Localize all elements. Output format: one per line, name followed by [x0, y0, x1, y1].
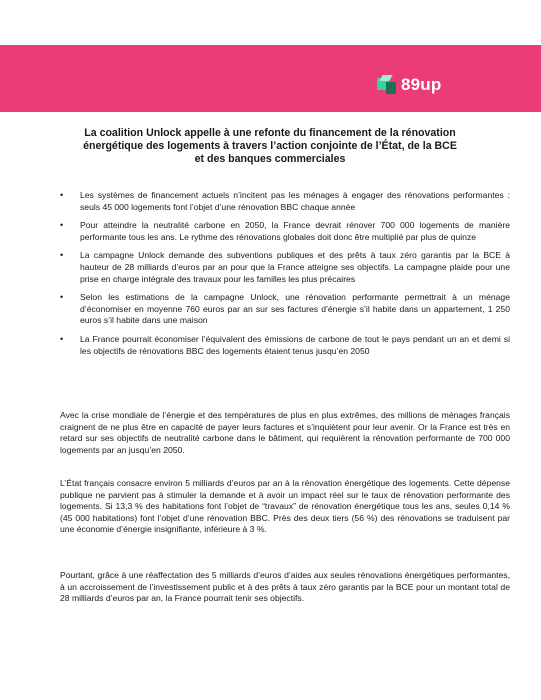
key-point: • Les systèmes de financement actuels n’incitent pas les ménages à engager des rénovations performantes : seuls 45 000 logements font l’objet d’une rénovation BBC chaque année: [60, 190, 510, 213]
title-line: et des banques commerciales: [194, 153, 346, 165]
body-paragraph: Avec la crise mondiale de l’énergie et des températures de plus en plus extrêmes, des millions de ménages français craignent de ne plus être en capacité de payer leurs factures et s’inquiètent pour leur avenir. Or la France est très en retard sur ses objectifs de neutralité carbone dans le bâtiment, qui requièrent la rénovation performante de 700 000 logements par an jusqu’en 2050.: [60, 410, 510, 455]
key-point: • La campagne Unlock demande des subventions publiques et des prêts à taux zéro garantis par la BCE à hauteur de 28 milliards d’euros par an pour que la France atteigne ses objectifs. La campagne plaide pour une prise en charge intégrale des travaux pour les familles les plus précaires: [60, 250, 510, 285]
key-point: • Pour atteindre la neutralité carbone en 2050, la France devrait rénover 700 000 logements de manière performante tous les ans. Le rythme des rénovations globales doit donc être multiplié par plus de quinze: [60, 220, 510, 243]
title-line: La coalition Unlock appelle à une refonte du financement de la rénovation: [84, 127, 456, 139]
title-line: énergétique des logements à travers l’action conjointe de l’État, de la BCE: [83, 140, 457, 152]
key-point: • La France pourrait économiser l’équivalent des émissions de carbone de tout le pays pendant un an et demi si les objectifs de rénovations BBC des logements étaient tenus jusqu’en 2050: [60, 334, 510, 357]
key-points-list: [60, 190, 510, 364]
cube-icon: [377, 75, 397, 95]
logo-text: 89up: [401, 75, 442, 94]
document-title: [40, 127, 500, 166]
body-paragraph: L’État français consacre environ 5 milliards d’euros par an à la rénovation énergétique des logements. Cette dépense publique ne parvient pas à stimuler la demande et à avoir un impact réel sur le taux de rénovation performante des logements. Si 13,3 % des habitations font l’objet de “travaux” de rénovation énergétique tous les ans, seules 0,14 % (45 000 habitations) font l’objet d’une rénovation BBC. Près des deux tiers (56 %) des rénovations se traduisent par une économie d’énergie insignifiante, inférieure à 3 %.: [60, 478, 510, 535]
body-paragraph: Pourtant, grâce à une réaffectation des 5 milliards d’euros d’aides aux seules rénovations énergétiques performantes, à un accroissement de l’investissement public et à des prêts à taux zéro garantis par la BCE pour un montant total de 28 milliards d’euros par an, la France pourrait tenir ses objectifs.: [60, 570, 510, 604]
brand-logo: [377, 74, 441, 96]
key-point: • Selon les estimations de la campagne Unlock, une rénovation performante permettrait à un ménage d’économiser en moyenne 760 euros par an sur ses factures d’énergie s’il habite dans un appartement, 1 250 euros s’il habite dans une maison: [60, 292, 510, 327]
header-banner: [0, 45, 541, 112]
